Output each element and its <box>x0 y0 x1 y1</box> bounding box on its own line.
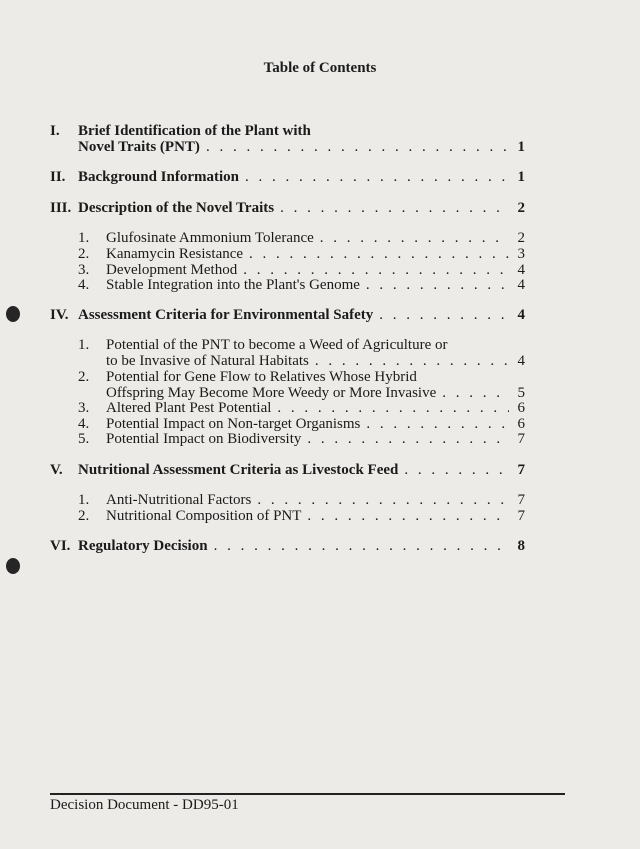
toc-subsection-title: Offspring May Become More Weedy or More Invasive <box>106 385 437 401</box>
binder-hole <box>6 306 20 322</box>
toc-subsection-title: Kanamycin Resistance <box>106 246 244 262</box>
toc-subsection-page-number: 4 <box>517 353 525 369</box>
toc-subsection-title: Stable Integration into the Plant's Genome <box>106 277 360 293</box>
dot-leader <box>379 306 509 324</box>
toc-subsection-title: Potential Impact on Non-target Organisms <box>106 416 361 432</box>
toc-subsection-number: 1. <box>78 492 90 508</box>
toc-subsection-line[interactable] <box>78 430 525 448</box>
toc-subsection-number: 1. <box>78 337 90 353</box>
toc-subsection-number: 4. <box>78 416 90 432</box>
toc-subsection-page-number: 4 <box>517 277 525 293</box>
toc-subsection-number: 2. <box>78 508 90 524</box>
toc-subsection-title: Development Method <box>106 262 238 278</box>
toc-section-line[interactable] <box>50 138 525 156</box>
toc-subsection-page-number: 2 <box>517 230 525 246</box>
toc-subsection-page-number: 6 <box>517 400 525 416</box>
toc-subsection-title: Glufosinate Ammonium Tolerance <box>106 230 314 246</box>
dot-leader <box>214 537 509 555</box>
toc-subsection-number: 1. <box>78 230 90 246</box>
toc-section-line[interactable] <box>50 306 525 324</box>
toc-subsection-number: 5. <box>78 431 90 447</box>
toc-subsection-number: 2. <box>78 246 90 262</box>
toc-section-line[interactable] <box>50 537 525 555</box>
toc-section-number: I. <box>50 123 60 139</box>
toc-section-number: V. <box>50 462 63 478</box>
toc-section-line[interactable] <box>50 168 525 186</box>
dot-leader <box>245 168 509 186</box>
dot-leader <box>366 276 509 294</box>
toc-subsection-title: Nutritional Composition of PNT <box>106 508 302 524</box>
toc-section-line[interactable] <box>50 461 525 479</box>
toc-section-title: Background Information <box>78 169 240 185</box>
toc-subsection-page-number: 7 <box>517 508 525 524</box>
toc-section-page-number: 2 <box>517 200 525 216</box>
toc-subsection-page-number: 6 <box>517 416 525 432</box>
page-title: Table of Contents <box>263 60 377 76</box>
toc-section-page-number: 1 <box>517 139 525 155</box>
toc-subsection-title: Anti-Nutritional Factors <box>106 492 252 508</box>
toc-section-title: Description of the Novel Traits <box>78 200 275 216</box>
dot-leader <box>307 430 509 448</box>
toc-subsection-page-number: 7 <box>517 492 525 508</box>
toc-subsection-title: Potential of the PNT to become a Weed of Agriculture or <box>106 337 448 353</box>
toc-subsection-line[interactable] <box>78 507 525 525</box>
toc-section-page-number: 7 <box>517 462 525 478</box>
binder-hole <box>6 558 20 574</box>
toc-section-line[interactable] <box>50 199 525 217</box>
toc-section-page-number: 8 <box>517 538 525 554</box>
toc-section-number: II. <box>50 169 66 185</box>
toc-subsection-page-number: 4 <box>517 262 525 278</box>
toc-subsection-page-number: 7 <box>517 431 525 447</box>
dot-leader <box>307 507 509 525</box>
toc-subsection-number: 3. <box>78 262 90 278</box>
footer-text: Decision Document - DD95-01 <box>50 797 239 813</box>
toc-section-number: VI. <box>50 538 71 554</box>
toc-subsection-title: Potential Impact on Biodiversity <box>106 431 302 447</box>
toc-subsection-page-number: 5 <box>517 385 525 401</box>
toc-section-title: Nutritional Assessment Criteria as Livestock Feed <box>78 462 399 478</box>
toc-subsection-number: 2. <box>78 369 90 385</box>
toc-subsection-page-number: 3 <box>517 246 525 262</box>
toc-subsection-title: Altered Plant Pest Potential <box>106 400 272 416</box>
toc-section-title: Assessment Criteria for Environmental Safety <box>78 307 374 323</box>
toc-section-title: Regulatory Decision <box>78 538 208 554</box>
toc-subsection-title: to be Invasive of Natural Habitats <box>106 353 309 369</box>
toc-section-page-number: 4 <box>517 307 525 323</box>
dot-leader <box>206 138 509 156</box>
toc-subsection-title: Potential for Gene Flow to Relatives Whose Hybrid <box>106 369 417 385</box>
toc-section-title: Brief Identification of the Plant with <box>78 123 311 139</box>
toc-section-title: Novel Traits (PNT) <box>78 139 200 155</box>
toc-subsection-number: 3. <box>78 400 90 416</box>
toc-section-page-number: 1 <box>517 169 525 185</box>
toc-subsection-line[interactable] <box>78 276 525 294</box>
dot-leader <box>404 461 509 479</box>
footer-rule <box>50 793 565 795</box>
toc-section-number: IV. <box>50 307 69 323</box>
dot-leader <box>280 199 509 217</box>
toc-section-number: III. <box>50 200 72 216</box>
toc-subsection-number: 4. <box>78 277 90 293</box>
